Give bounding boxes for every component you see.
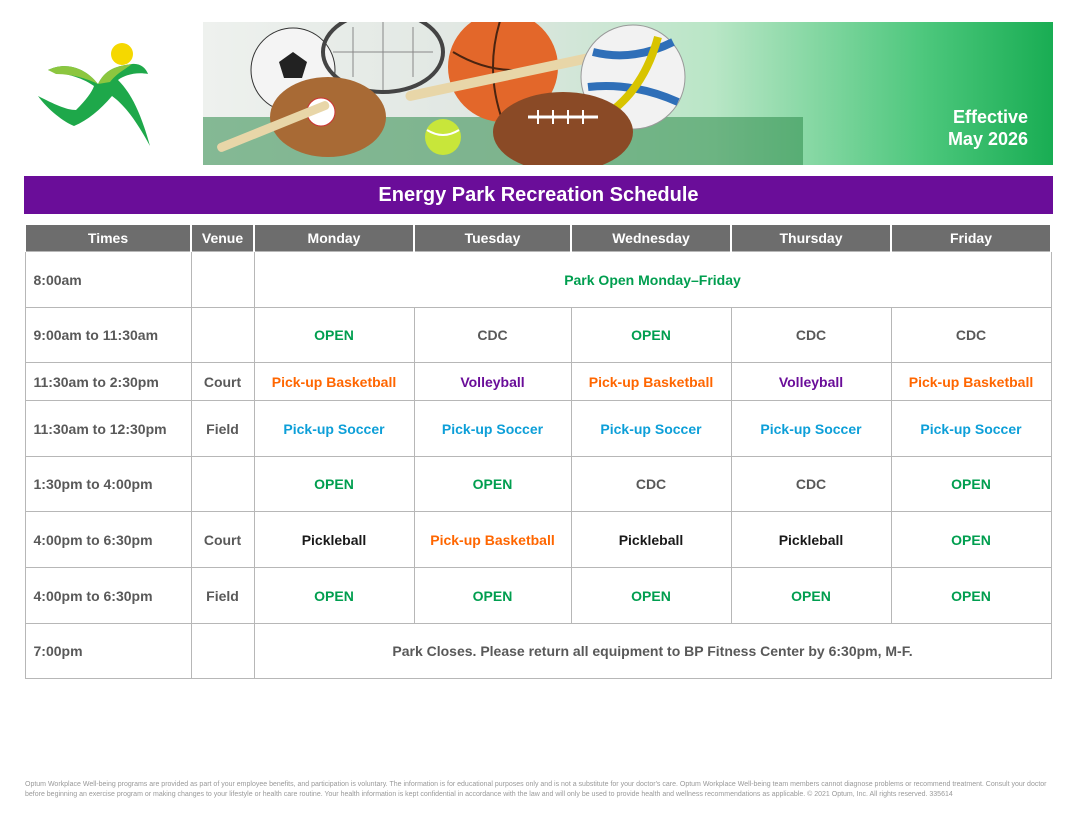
col-header-tuesday: Tuesday xyxy=(414,225,571,252)
wednesday-cell: CDC xyxy=(571,457,731,512)
wednesday-cell: OPEN xyxy=(571,308,731,363)
schedule-title: Energy Park Recreation Schedule xyxy=(24,176,1053,214)
table-row xyxy=(25,512,1051,568)
table-row xyxy=(25,401,1051,457)
thursday-cell: Pickleball xyxy=(731,512,891,568)
friday-cell: CDC xyxy=(891,308,1051,363)
thursday-cell: CDC xyxy=(731,308,891,363)
time-cell: 4:00pm to 6:30pm xyxy=(25,568,191,624)
thursday-cell: CDC xyxy=(731,457,891,512)
tuesday-cell: OPEN xyxy=(414,568,571,624)
sports-banner xyxy=(203,22,1053,165)
friday-cell: Pick-up Basketball xyxy=(891,363,1051,401)
time-cell: 4:00pm to 6:30pm xyxy=(25,512,191,568)
tuesday-cell: OPEN xyxy=(414,457,571,512)
wednesday-cell: OPEN xyxy=(571,568,731,624)
park-closes-note: Park Closes. Please return all equipment to BP Fitness Center by 6:30pm, M-F. xyxy=(254,624,1051,679)
col-header-friday: Friday xyxy=(891,225,1051,252)
monday-cell: OPEN xyxy=(254,308,414,363)
venue-cell: Court xyxy=(191,363,254,401)
tuesday-cell: Pick-up Basketball xyxy=(414,512,571,568)
park-open-note: Park Open Monday–Friday xyxy=(254,252,1051,308)
time-cell: 11:30am to 12:30pm xyxy=(25,401,191,457)
table-row xyxy=(25,252,1051,308)
table-row xyxy=(25,568,1051,624)
runner-logo-icon xyxy=(34,40,156,150)
effective-date xyxy=(948,106,1028,150)
tuesday-cell: CDC xyxy=(414,308,571,363)
wednesday-cell: Pick-up Soccer xyxy=(571,401,731,457)
thursday-cell: Pick-up Soccer xyxy=(731,401,891,457)
friday-cell: OPEN xyxy=(891,568,1051,624)
footer-disclaimer: Optum Workplace Well-being programs are provided as part of your employee benefits, and participation is voluntary. The information is for educational purposes only and is not a substitute for your doctor's care. Optum Workplace Well-being team members cannot diagnose problems or recommend treatment. Consult your doctor before beginning an exercise program or making changes to your lifestyle or health care routine. Your health information is kept confidential in accordance with the law and will only be used to provide health and wellness recommendations as applicable. © 2021 Optum, Inc. All rights reserved. 335614 xyxy=(25,781,1047,798)
monday-cell: OPEN xyxy=(254,457,414,512)
col-header-monday: Monday xyxy=(254,225,414,252)
venue-cell xyxy=(191,457,254,512)
wednesday-cell: Pickleball xyxy=(571,512,731,568)
venue-cell: Field xyxy=(191,401,254,457)
col-header-thursday: Thursday xyxy=(731,225,891,252)
friday-cell: Pick-up Soccer xyxy=(891,401,1051,457)
header-row xyxy=(25,225,1051,252)
venue-cell xyxy=(191,624,254,679)
thursday-cell: OPEN xyxy=(731,568,891,624)
friday-cell: OPEN xyxy=(891,457,1051,512)
schedule-table xyxy=(24,225,1052,679)
monday-cell: OPEN xyxy=(254,568,414,624)
col-header-wednesday: Wednesday xyxy=(571,225,731,252)
time-cell: 11:30am to 2:30pm xyxy=(25,363,191,401)
effective-label: Effective xyxy=(952,107,1028,127)
col-header-times: Times xyxy=(25,225,191,252)
time-cell: 9:00am to 11:30am xyxy=(25,308,191,363)
time-cell: 1:30pm to 4:00pm xyxy=(25,457,191,512)
table-row xyxy=(25,457,1051,512)
venue-cell xyxy=(191,252,254,308)
monday-cell: Pick-up Soccer xyxy=(254,401,414,457)
time-cell: 8:00am xyxy=(25,252,191,308)
col-header-venue: Venue xyxy=(191,225,254,252)
tuesday-cell: Volleyball xyxy=(414,363,571,401)
friday-cell: OPEN xyxy=(891,512,1051,568)
table-row xyxy=(25,363,1051,401)
wednesday-cell: Pick-up Basketball xyxy=(571,363,731,401)
sports-equipment-image xyxy=(203,22,1053,165)
venue-cell: Field xyxy=(191,568,254,624)
table-row xyxy=(25,624,1051,679)
venue-cell: Court xyxy=(191,512,254,568)
effective-month: May 2026 xyxy=(947,129,1028,149)
time-cell: 7:00pm xyxy=(25,624,191,679)
thursday-cell: Volleyball xyxy=(731,363,891,401)
venue-cell xyxy=(191,308,254,363)
monday-cell: Pick-up Basketball xyxy=(254,363,414,401)
tuesday-cell: Pick-up Soccer xyxy=(414,401,571,457)
monday-cell: Pickleball xyxy=(254,512,414,568)
table-row xyxy=(25,308,1051,363)
